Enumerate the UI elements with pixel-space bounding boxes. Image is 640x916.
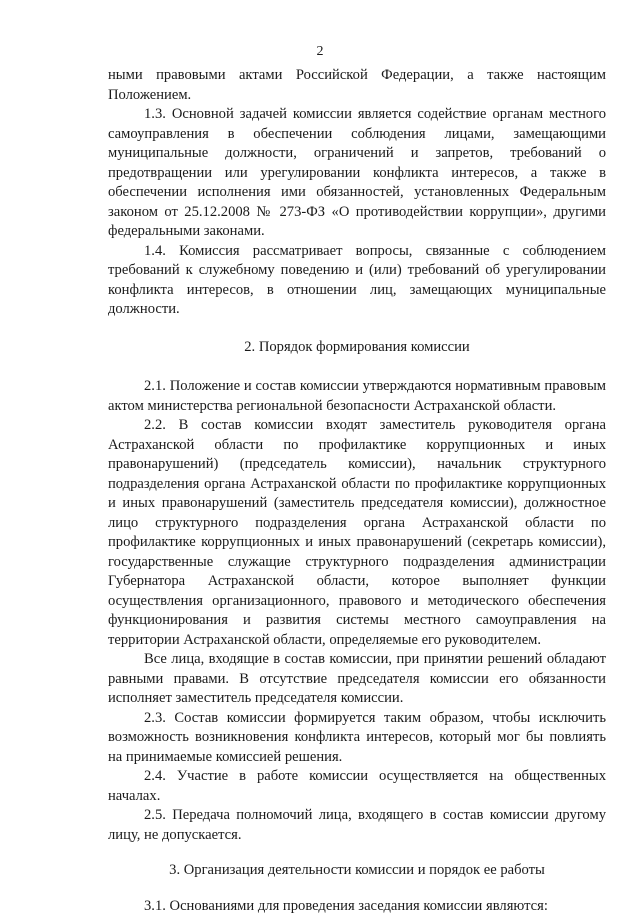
paragraph-2-3: 2.3. Состав комиссии формируется таким образом, чтобы исключить возможность возникновения конфликта интересов, который мог бы повлиять на принимаемые комиссией решения. <box>108 709 606 768</box>
paragraph-2-2-members: Все лица, входящие в состав комиссии, при принятии решений обладают равными правами. В отсутствие председателя комиссии его обязанности исполняет заместитель председателя комиссии. <box>108 650 606 709</box>
paragraph-1-4: 1.4. Комиссия рассматривает вопросы, связанные с соблюдением требований к служебному поведению и (или) требований об урегулировании конфликта интересов, в отношении лиц, замещающих муниципальные должности. <box>108 242 606 320</box>
paragraph-1-3: 1.3. Основной задачей комиссии является содействие органам местного самоуправления в обеспечении соблюдения лицами, замещающими муниципальные должности, ограничений и запретов, требований о предотвращении или урегулировании конфликта интересов, а также в обеспечении исполнения ими обязанностей, установленных Федеральным законом от 25.12.2008 № 273-ФЗ «О противодействии коррупции», другими федеральными законами. <box>108 105 606 242</box>
paragraph-2-1: 2.1. Положение и состав комиссии утверждаются нормативным правовым актом министерства региональной безопасности Астраханской области. <box>108 377 606 416</box>
section-2-heading: 2. Порядок формирования комиссии <box>108 338 606 358</box>
page-number: 2 <box>0 44 640 60</box>
paragraph-2-2: 2.2. В состав комиссии входят заместитель руководителя органа Астраханской области по профилактике коррупционных и иных правонарушений) (председатель комиссии), начальник структурного подразделения органа Астраханской области по профилактике коррупционных и иных правонарушений (заместитель председателя комиссии), должностное лицо структурного подразделения органа Астраханской области по профилактике коррупционных и иных правонарушений (секретарь комиссии), государственные служащие структурного подразделения администрации Губернатора Астраханской области, которое выполняет функции осуществления организационного, правового и методического обеспечения функционирования и развития системы местного самоуправления на территории Астраханской области, определяемые его руководителем. <box>108 416 606 650</box>
section-3-heading: 3. Организация деятельности комиссии и порядок ее работы <box>108 861 606 881</box>
paragraph-3-1: 3.1. Основаниями для проведения заседания комиссии являются: <box>108 897 606 916</box>
document-body <box>108 66 606 916</box>
paragraph-continuation: ными правовыми актами Российской Федерации, а также настоящим Положением. <box>108 66 606 105</box>
paragraph-2-5: 2.5. Передача полномочий лица, входящего в состав комиссии другому лицу, не допускается. <box>108 806 606 845</box>
paragraph-2-4: 2.4. Участие в работе комиссии осуществляется на общественных началах. <box>108 767 606 806</box>
